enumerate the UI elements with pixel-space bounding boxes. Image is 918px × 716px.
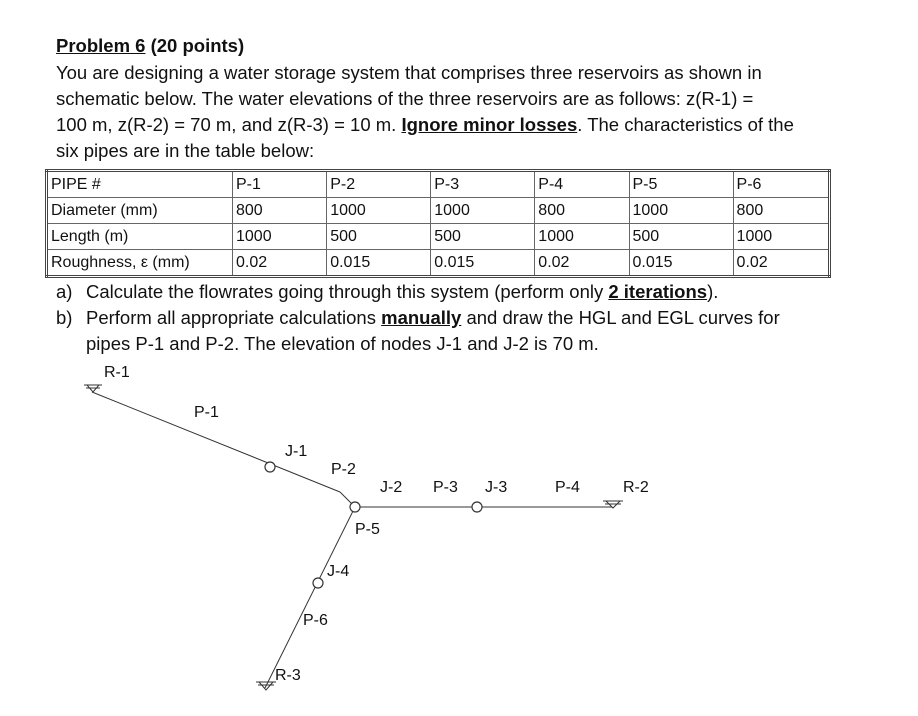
table-cell: Roughness, ε (mm) xyxy=(47,250,233,277)
table-header-cell: P-5 xyxy=(629,171,733,198)
statement-line-3-start: 100 m, z(R-2) = 70 m, and z(R-3) = 10 m. xyxy=(56,114,402,135)
table-cell: 1000 xyxy=(431,198,535,224)
statement-line-2: schematic below. The water elevations of the three reservoirs are as follows: z(R-1) = xyxy=(56,88,754,109)
question-b-emphasis: manually xyxy=(381,307,462,328)
table-cell: 0.02 xyxy=(535,250,629,277)
label-r1: R-1 xyxy=(104,364,130,381)
question-a-text-end: ). xyxy=(707,281,719,302)
question-a-text-start: Calculate the flowrates going through this system (perform only xyxy=(86,281,609,302)
label-p3: P-3 xyxy=(433,479,458,496)
table-cell: 1000 xyxy=(327,198,431,224)
table-header-cell: P-6 xyxy=(733,171,829,198)
problem-number: Problem 6 xyxy=(56,35,146,56)
table-cell: 800 xyxy=(733,198,829,224)
question-b-label: b) xyxy=(56,307,73,328)
table-cell: Length (m) xyxy=(47,224,233,250)
label-p2: P-2 xyxy=(331,461,356,478)
junction-j2-node xyxy=(350,502,360,512)
table-cell: 1000 xyxy=(233,224,327,250)
label-p4: P-4 xyxy=(555,479,580,496)
table-header-cell: PIPE # xyxy=(47,171,233,198)
reservoir-r1-icon xyxy=(84,385,102,392)
table-header-cell: P-3 xyxy=(431,171,535,198)
table-cell: 500 xyxy=(431,224,535,250)
problem-points: (20 points) xyxy=(145,35,245,56)
question-b-text-start: Perform all appropriate calculations xyxy=(86,307,382,328)
table-cell: Diameter (mm) xyxy=(47,198,233,224)
label-r3: R-3 xyxy=(275,667,301,684)
table-cell: 0.015 xyxy=(431,250,535,277)
ignore-minor-losses-emphasis: Ignore minor losses xyxy=(401,114,578,135)
label-p6: P-6 xyxy=(303,612,328,629)
table-header-cell: P-2 xyxy=(327,171,431,198)
junction-j4-node xyxy=(313,578,323,588)
label-j4: J-4 xyxy=(327,563,350,580)
table-header-cell: P-4 xyxy=(535,171,629,198)
label-p5: P-5 xyxy=(355,521,380,538)
junction-j3-node xyxy=(472,502,482,512)
table-cell: 1000 xyxy=(629,198,733,224)
table-cell: 0.02 xyxy=(733,250,829,277)
table-cell: 500 xyxy=(327,224,431,250)
label-p1: P-1 xyxy=(194,404,219,421)
table-header-cell: P-1 xyxy=(233,171,327,198)
table-cell: 500 xyxy=(629,224,733,250)
label-r2: R-2 xyxy=(623,479,649,496)
label-j2: J-2 xyxy=(380,479,403,496)
label-j1: J-1 xyxy=(285,443,308,460)
table-cell: 0.02 xyxy=(233,250,327,277)
table-cell: 0.015 xyxy=(629,250,733,277)
question-a-label: a) xyxy=(56,281,73,302)
pipe-p5-p6-line xyxy=(265,507,355,688)
label-j3: J-3 xyxy=(485,479,508,496)
junction-j1-node xyxy=(265,462,275,472)
question-b-line-2: pipes P-1 and P-2. The elevation of nodes J-1 and J-2 is 70 m. xyxy=(86,333,599,354)
table-cell: 1000 xyxy=(535,224,629,250)
table-cell: 800 xyxy=(535,198,629,224)
statement-line-3-end: . The characteristics of the xyxy=(577,114,794,135)
statement-line-4: six pipes are in the table below: xyxy=(56,140,315,161)
question-b-text-end: and draw the HGL and EGL curves for xyxy=(461,307,780,328)
table-cell: 1000 xyxy=(733,224,829,250)
table-cell: 0.015 xyxy=(327,250,431,277)
statement-line-1: You are designing a water storage system that comprises three reservoirs as shown in xyxy=(56,62,762,83)
table-cell: 800 xyxy=(233,198,327,224)
question-a-emphasis: 2 iterations xyxy=(608,281,708,302)
